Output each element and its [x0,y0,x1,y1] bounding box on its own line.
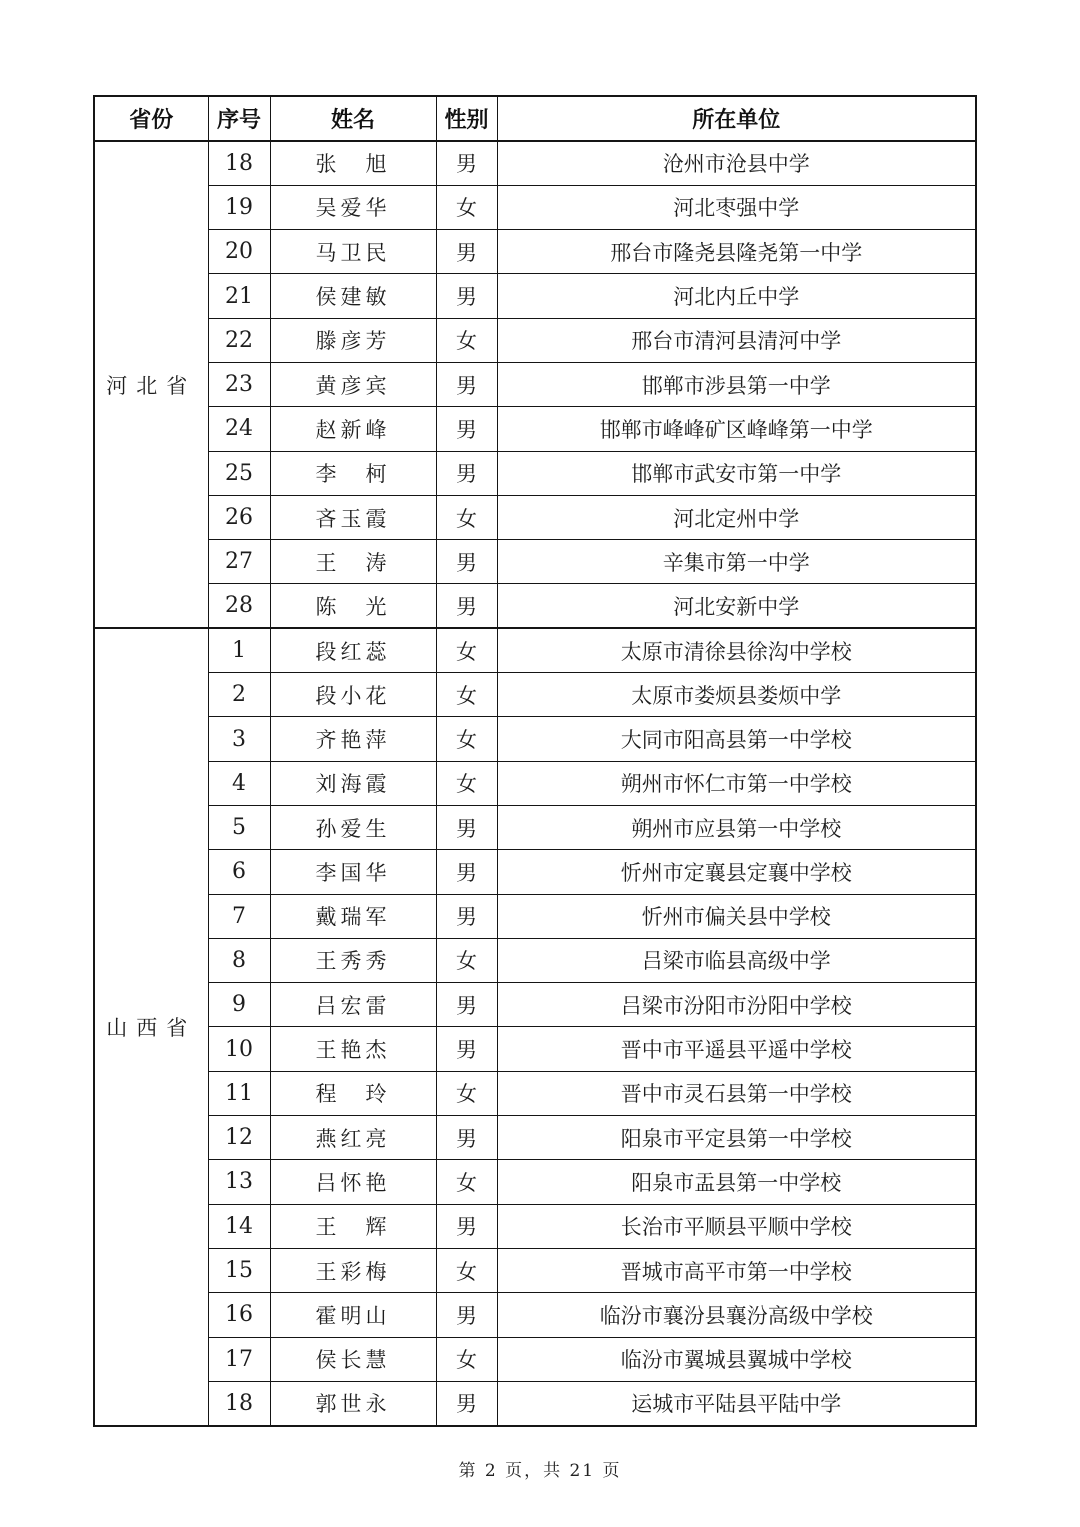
serial-cell: 26 [208,495,270,539]
serial-cell: 13 [208,1160,270,1204]
table-row [94,230,976,274]
table-row [94,717,976,761]
table-row [94,983,976,1027]
gender-cell: 女 [436,717,497,761]
gender-cell: 男 [436,451,497,495]
column-header-serial: 序号 [208,96,270,141]
gender-cell: 男 [436,362,497,406]
unit-cell: 忻州市偏关县中学校 [497,894,976,938]
table-row [94,673,976,717]
name-cell: 吕怀艳 [270,1160,436,1204]
name-cell: 孙爱生 [270,805,436,849]
table-row [94,362,976,406]
name-cell: 段小花 [270,673,436,717]
roster-table [93,95,977,1427]
table-row [94,938,976,982]
gender-cell: 女 [436,1337,497,1381]
gender-cell: 女 [436,495,497,539]
gender-cell: 女 [436,761,497,805]
unit-cell: 临汾市翼城县翼城中学校 [497,1337,976,1381]
name-cell: 侯建敏 [270,274,436,318]
name-cell: 李 柯 [270,451,436,495]
unit-cell: 邯郸市峰峰矿区峰峰第一中学 [497,407,976,451]
unit-cell: 朔州市怀仁市第一中学校 [497,761,976,805]
gender-cell: 女 [436,1160,497,1204]
serial-cell: 22 [208,318,270,362]
gender-cell: 男 [436,1381,497,1425]
serial-cell: 5 [208,805,270,849]
unit-cell: 邯郸市武安市第一中学 [497,451,976,495]
unit-cell: 太原市清徐县徐沟中学校 [497,628,976,672]
name-cell: 刘海霞 [270,761,436,805]
serial-cell: 8 [208,938,270,982]
serial-cell: 11 [208,1071,270,1115]
unit-cell: 辛集市第一中学 [497,540,976,584]
serial-cell: 7 [208,894,270,938]
table-row [94,1381,976,1425]
name-cell: 陈 光 [270,584,436,628]
name-cell: 黄彦宾 [270,362,436,406]
gender-cell: 男 [436,983,497,1027]
unit-cell: 忻州市定襄县定襄中学校 [497,850,976,894]
unit-cell: 大同市阳高县第一中学校 [497,717,976,761]
gender-cell: 女 [436,938,497,982]
unit-cell: 运城市平陆县平陆中学 [497,1381,976,1425]
column-header-name: 姓名 [270,96,436,141]
header-row [94,96,976,141]
table-row [94,584,976,628]
gender-cell: 男 [436,407,497,451]
table-row [94,407,976,451]
unit-cell: 长治市平顺县平顺中学校 [497,1204,976,1248]
table-header [94,96,976,141]
gender-cell: 男 [436,894,497,938]
unit-cell: 临汾市襄汾县襄汾高级中学校 [497,1293,976,1337]
serial-cell: 16 [208,1293,270,1337]
gender-cell: 男 [436,1204,497,1248]
unit-cell: 晋城市高平市第一中学校 [497,1248,976,1292]
table-body [94,141,976,1426]
table-row [94,1116,976,1160]
serial-cell: 2 [208,673,270,717]
name-cell: 李国华 [270,850,436,894]
serial-cell: 19 [208,185,270,229]
unit-cell: 河北枣强中学 [497,185,976,229]
name-cell: 王艳杰 [270,1027,436,1071]
table-row [94,894,976,938]
name-cell: 王彩梅 [270,1248,436,1292]
page-number: 第 2 页，共 21 页 [458,1461,622,1481]
table-row [94,850,976,894]
serial-cell: 20 [208,230,270,274]
unit-cell: 吕梁市汾阳市汾阳中学校 [497,983,976,1027]
unit-cell: 太原市娄烦县娄烦中学 [497,673,976,717]
name-cell: 齐艳萍 [270,717,436,761]
serial-cell: 15 [208,1248,270,1292]
table-row [94,628,976,672]
name-cell: 郭世永 [270,1381,436,1425]
unit-cell: 邢台市隆尧县隆尧第一中学 [497,230,976,274]
table-row [94,141,976,185]
name-cell: 吴爱华 [270,185,436,229]
gender-cell: 女 [436,318,497,362]
table-row [94,1293,976,1337]
table-row [94,185,976,229]
name-cell: 马卫民 [270,230,436,274]
unit-cell: 河北安新中学 [497,584,976,628]
name-cell: 程 玲 [270,1071,436,1115]
province-cell: 河北省 [94,141,208,628]
name-cell: 王 涛 [270,540,436,584]
serial-cell: 9 [208,983,270,1027]
unit-cell: 晋中市平遥县平遥中学校 [497,1027,976,1071]
name-cell: 王秀秀 [270,938,436,982]
serial-cell: 3 [208,717,270,761]
serial-cell: 14 [208,1204,270,1248]
gender-cell: 女 [436,628,497,672]
serial-cell: 23 [208,362,270,406]
name-cell: 段红蕊 [270,628,436,672]
serial-cell: 10 [208,1027,270,1071]
name-cell: 燕红亮 [270,1116,436,1160]
serial-cell: 6 [208,850,270,894]
serial-cell: 17 [208,1337,270,1381]
unit-cell: 邢台市清河县清河中学 [497,318,976,362]
column-header-unit: 所在单位 [497,96,976,141]
province-cell: 山西省 [94,628,208,1425]
serial-cell: 28 [208,584,270,628]
serial-cell: 18 [208,141,270,185]
table-row [94,318,976,362]
table-row [94,1160,976,1204]
serial-cell: 18 [208,1381,270,1425]
gender-cell: 男 [436,1293,497,1337]
name-cell: 戴瑞军 [270,894,436,938]
name-cell: 吕宏雷 [270,983,436,1027]
column-header-gender: 性别 [436,96,497,141]
gender-cell: 女 [436,1248,497,1292]
serial-cell: 1 [208,628,270,672]
table-row [94,451,976,495]
name-cell: 侯长慧 [270,1337,436,1381]
gender-cell: 男 [436,540,497,584]
name-cell: 赵新峰 [270,407,436,451]
serial-cell: 27 [208,540,270,584]
name-cell: 霍明山 [270,1293,436,1337]
table-row [94,805,976,849]
unit-cell: 阳泉市盂县第一中学校 [497,1160,976,1204]
table-row [94,761,976,805]
gender-cell: 女 [436,673,497,717]
unit-cell: 沧州市沧县中学 [497,141,976,185]
gender-cell: 女 [436,1071,497,1115]
unit-cell: 河北定州中学 [497,495,976,539]
name-cell: 吝玉霞 [270,495,436,539]
serial-cell: 21 [208,274,270,318]
serial-cell: 25 [208,451,270,495]
column-header-province: 省份 [94,96,208,141]
unit-cell: 邯郸市涉县第一中学 [497,362,976,406]
serial-cell: 12 [208,1116,270,1160]
table-row [94,540,976,584]
table-row [94,495,976,539]
table-row [94,274,976,318]
table-row [94,1027,976,1071]
unit-cell: 吕梁市临县高级中学 [497,938,976,982]
gender-cell: 女 [436,185,497,229]
table-row [94,1204,976,1248]
gender-cell: 男 [436,584,497,628]
unit-cell: 阳泉市平定县第一中学校 [497,1116,976,1160]
name-cell: 王 辉 [270,1204,436,1248]
unit-cell: 晋中市灵石县第一中学校 [497,1071,976,1115]
gender-cell: 男 [436,1027,497,1071]
name-cell: 张 旭 [270,141,436,185]
gender-cell: 男 [436,274,497,318]
unit-cell: 朔州市应县第一中学校 [497,805,976,849]
serial-cell: 4 [208,761,270,805]
gender-cell: 男 [436,141,497,185]
unit-cell: 河北内丘中学 [497,274,976,318]
table-row [94,1337,976,1381]
name-cell: 滕彦芳 [270,318,436,362]
table-row [94,1071,976,1115]
gender-cell: 男 [436,850,497,894]
serial-cell: 24 [208,407,270,451]
gender-cell: 男 [436,1116,497,1160]
table-row [94,1248,976,1292]
gender-cell: 男 [436,230,497,274]
gender-cell: 男 [436,805,497,849]
